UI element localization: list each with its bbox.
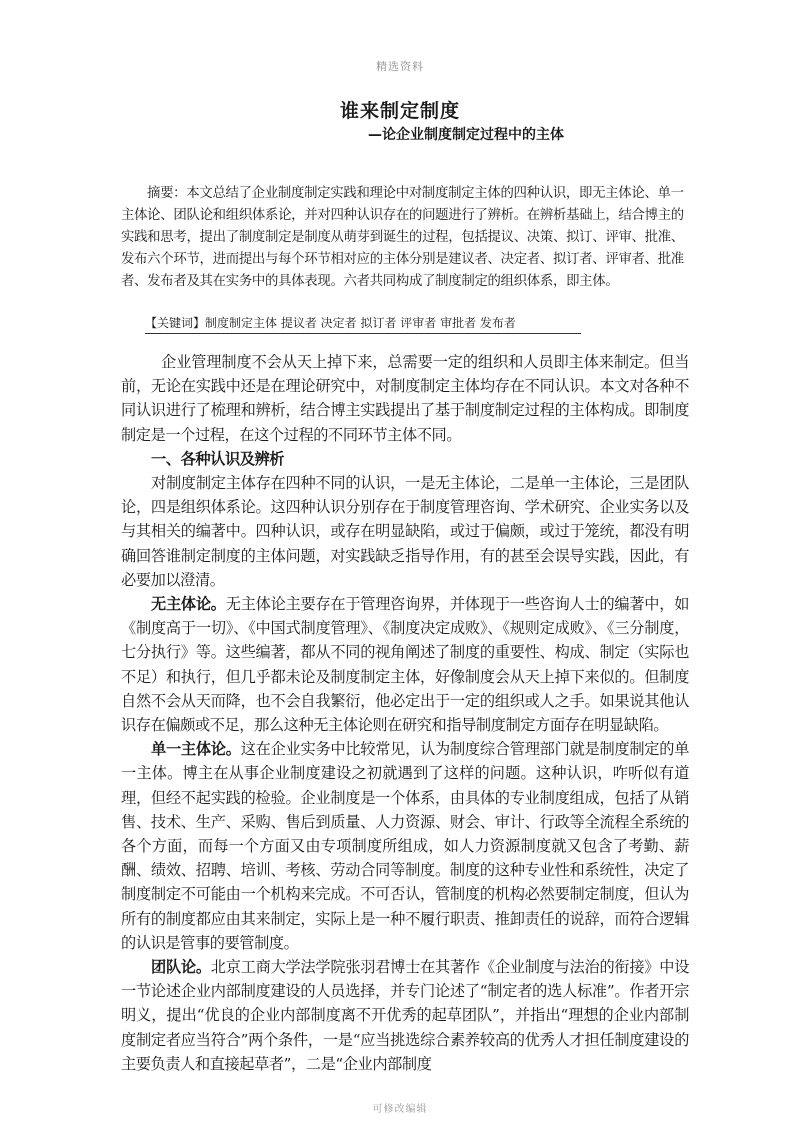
section-heading: 一、各种认识及辨析 bbox=[151, 449, 285, 468]
abstract-paragraph: 摘要：本文总结了企业制度制定实践和理论中对制度制定主体的四种认识，即无主体论、单一主体论、团队论和组织体系论，并对四种认识存在的问题进行了辨析。在辨析基础上，结合博主的实践和思考，提出了制度制定是制度从萌芽到诞生的过程，包括提议、决策、拟订、评审、批准、发布六个环节，进而提出与每个环节相对应的主体分别是建议者、决定者、拟订者、评审者、批准者、发布者及其在实务中的具体表现。六者共同构成了制度制定的组织体系，即主体。 bbox=[121, 186, 684, 289]
team-paragraph bbox=[121, 955, 689, 1076]
page-header-mark: 精选资料 bbox=[376, 60, 424, 73]
document-body bbox=[121, 350, 689, 1076]
single-subject-text: 这在企业实务中比较常见，认为制度综合管理部门就是制度制定的单一主体。博主在从事企业制度建设之初就遇到了这样的问题。这种认识，咋听似有道理，但经不起实践的检验。企业制度是一个体系，由具体的专业制度组成，包括了从销售、技术、生产、采购、售后到质量、人力资源、财会、审计、行政等全流程全系统的各个方面，而每一个方面又由专项制度所组成，如人力资源制度就又包含了考勤、薪酬、绩效、招聘、培训、考核、劳动合同等制度。制度的这种专业性和系统性，决定了制度制定不可能由一个机构来完成。不可否认，管制度的机构必然要制定制度，但认为所有的制度都应由其来制定，实际上是一种不履行职责、推卸责任的说辞，而符合逻辑的认识是管事的要管制度。 bbox=[121, 740, 689, 952]
single-subject-paragraph bbox=[121, 737, 689, 955]
intro-paragraph: 企业管理制度不会从天上掉下来，总需要一定的组织和人员即主体来制定。但当前，无论在实践中还是在理论研究中，对制度制定主体均存在不同认识。本文对各种不同认识进行了梳理和辨析，结合博主实践提出了基于制度制定过程的主体构成。即制度制定是一个过程，在这个过程的不同环节主体不同。 bbox=[121, 353, 689, 444]
no-subject-paragraph bbox=[121, 592, 689, 737]
single-subject-term: 单一主体论。 bbox=[151, 740, 241, 759]
no-subject-text: 无主体论主要存在于管理咨询界，并体现于一些咨询人士的编著中，如《制度高于一切》、《中国式制度管理》、《制度决定成败》、《规则定成败》、《三分制度，七分执行》等。这些编著，都从不同的视角阐述了制度的重要性、构成、制定（实际也不足）和执行，但几乎都未论及制度制定主体，好像制度会从天上掉下来似的。但制度自然不会从天而降，也不会自我繁衍，他必定出于一定的组织或人之手。如果说其他认识存在偏颇或不足，那么这种无主体论则在研究和指导制度制定方面存在明显缺陷。 bbox=[121, 595, 689, 735]
document-title: 谁来制定制度 bbox=[339, 100, 460, 122]
document-subtitle: —论企业制度制定过程中的主体 bbox=[368, 127, 564, 143]
keywords-line: 【关键词】制度制定主体 提议者 决定者 拟订者 评审者 审批者 发布者 bbox=[145, 314, 581, 334]
page-footer-mark: 可修改编辑 bbox=[372, 1104, 428, 1115]
section-paragraph: 对制度制定主体存在四种不同的认识，一是无主体论，二是单一主体论，三是团队论，四是组织体系论。这四种认识分别存在于制度管理咨询、学术研究、企业实务以及与其相关的编著中。四种认识，或存在明显缺陷，或过于偏颇，或过于笼统，都没有明确回答谁制定制度的主体问题，对实践缺乏指导作用，有的甚至会误导实践，因此，有必要加以澄清。 bbox=[121, 474, 689, 589]
no-subject-term: 无主体论。 bbox=[151, 595, 226, 614]
team-term: 团队论。 bbox=[151, 958, 211, 977]
team-text: 北京工商大学法学院张羽君博士在其著作《企业制度与法治的衔接》中设一节论述企业内部制度建设的人员选择，并专门论述了“制定者的选人标准”。作者开宗明义，提出“优良的企业内部制度离不开优秀的起草团队”，并指出“理想的企业内部制度制定者应当符合”两个条件，一是“应当挑选综合素养较高的优秀人才担任制度建设的主要负责人和直接起草者”，二是“企业内部制度 bbox=[121, 958, 689, 1073]
